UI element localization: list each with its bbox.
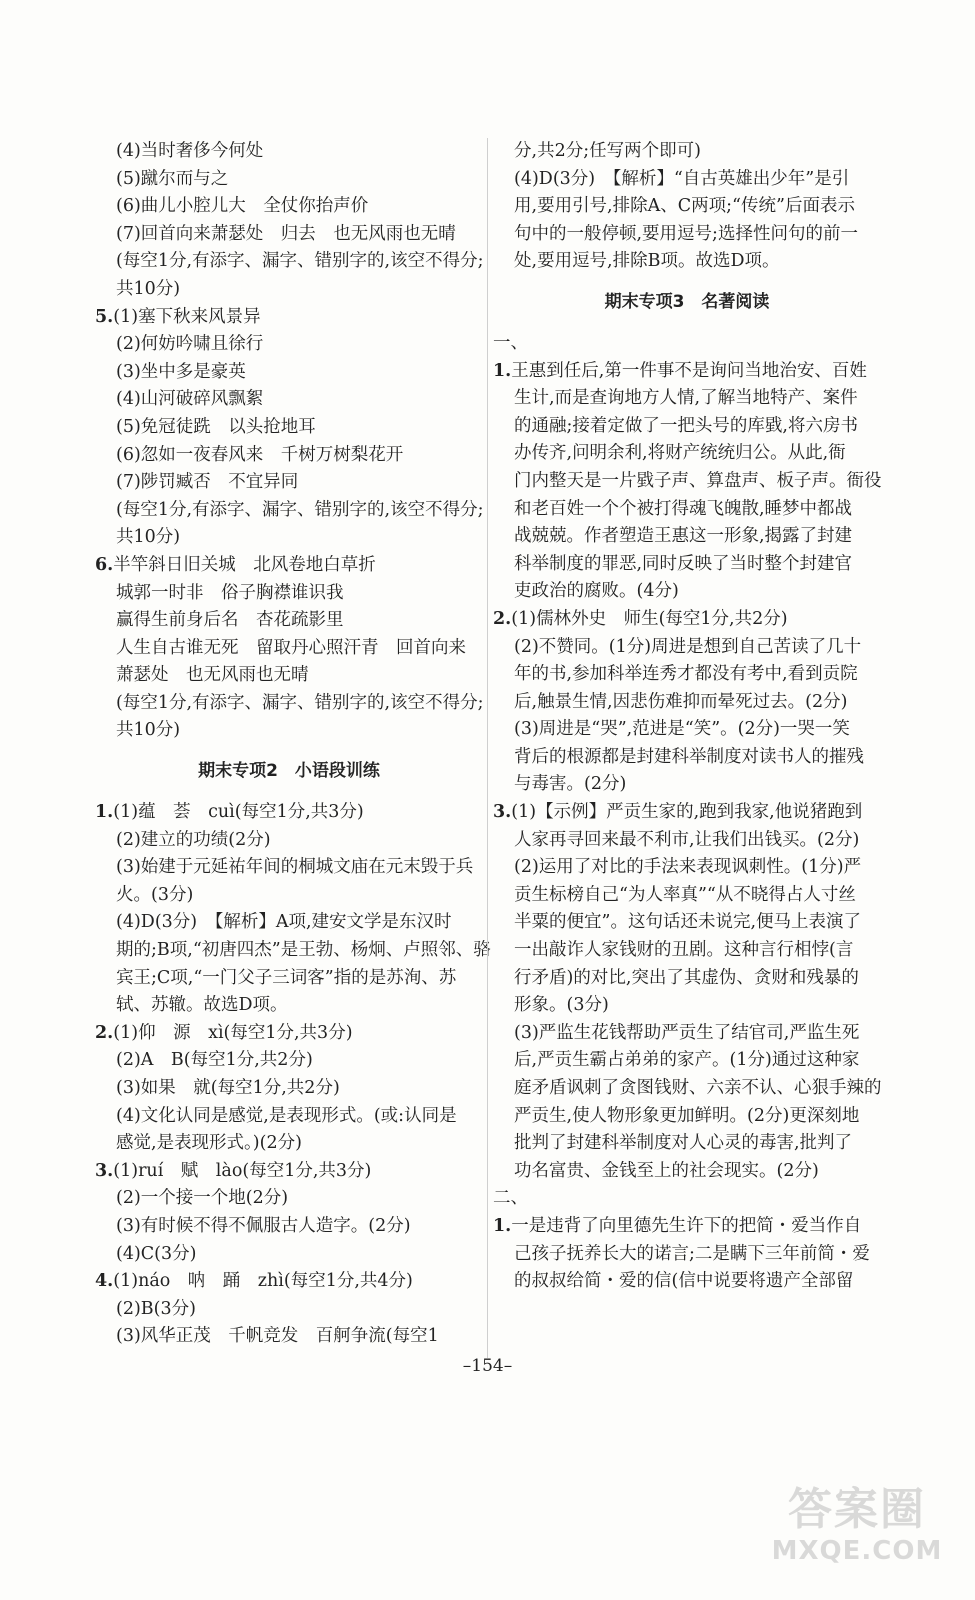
text-line: (1)儒林外史 师生(每空1分,共2分) (511, 608, 788, 629)
text-line: 轼、苏辙。故选D项。 (116, 995, 288, 1016)
section-2-title: 期末专项2 小语段训练 (198, 761, 380, 782)
text-line: (2)运用了对比的手法来表现讽刺性。(1分)严 (514, 857, 862, 878)
text-line: 赢得生前身后名 杏花疏影里 (116, 610, 344, 631)
text-line: (4)D(3分) 【解析】A项,建安文学是东汉时 (116, 912, 452, 933)
text-line: (1)ruí 赋 lào(每空1分,共3分) (113, 1160, 372, 1181)
text-line: (1)náo 呐 踊 zhì(每空1分,共4分) (113, 1271, 413, 1292)
question-number: 3. (493, 802, 512, 823)
text-line: 半竿斜日旧关城 北风卷地白草折 (113, 554, 376, 575)
text-line: (7)陟罚臧否 不宜异同 (116, 472, 299, 493)
part-2-label: 二、 (493, 1188, 528, 1209)
question-number: 6. (95, 554, 114, 575)
text-line: 形象。(3分) (514, 995, 609, 1016)
text-line: 分,共2分;任写两个即可) (514, 141, 701, 161)
text-line: (1)【示例】严贡生家的,跑到我家,他说猪跑到 (511, 802, 863, 823)
text-line: 办传齐,问明余利,将财产统统归公。从此,衙 (514, 443, 846, 464)
text-line: 己孩子抚养长大的诺言;二是瞒下三年前简・爱 (514, 1243, 870, 1264)
text-line: (3)风华正茂 千帆竞发 百舸争流(每空1 (116, 1326, 439, 1347)
left-column (95, 138, 491, 1351)
text-line: 处,要用逗号,排除B项。故选D项。 (514, 251, 780, 272)
text-line: (4)文化认同是感觉,是表现形式。(或:认同是 (116, 1105, 457, 1126)
text-line: (4)D(3分) 【解析】“自古英雄出少年”是引 (514, 168, 850, 189)
text-line: 城郭一时非 俗子胸襟谁识我 (116, 582, 344, 603)
text-line: (2)建立的功绩(2分) (116, 829, 271, 850)
text-line: (2)何妨吟啸且徐行 (116, 334, 264, 355)
text-line: (3)有时候不得不佩服古人造字。(2分) (116, 1215, 411, 1236)
text-line: 用,要用引号,排除A、C两项;“传统”后面表示 (514, 196, 855, 217)
text-line: (每空1分,有添字、漏字、错别字的,该空不得分; (116, 499, 484, 520)
page-number: –154– (462, 1356, 513, 1376)
text-line: (5)免冠徒跣 以头抢地耳 (116, 416, 316, 437)
text-line: 共10分) (116, 527, 181, 548)
text-line: 王惠到任后,第一件事不是询问当地治安、百姓 (511, 360, 867, 381)
text-line: 感觉,是表现形式。)(2分) (116, 1133, 302, 1154)
text-line: (7)回首向来萧瑟处 归去 也无风雨也无晴 (116, 223, 456, 244)
text-line: 战兢兢。作者塑造王惠这一形象,揭露了封建 (514, 526, 853, 547)
text-line: 共10分) (116, 720, 181, 741)
text-line: (3)严监生花钱帮助严贡生了结官司,严监生死 (514, 1022, 860, 1043)
text-line: 的通融;接着定做了一把头号的库戥,将六房书 (514, 415, 858, 436)
part-1-label: 一、 (493, 332, 528, 353)
text-line: 行矛盾)的对比,突出了其虚伪、贪财和残暴的 (514, 967, 859, 988)
s2-question-3 (95, 1158, 483, 1186)
text-line: (2)不赞同。(1分)周进是想到自己苦读了几十 (514, 636, 862, 657)
text-line: 后,严贡生霸占弟弟的家产。(1分)通过这种家 (514, 1050, 860, 1071)
text-line: (3)始建于元延祐年间的桐城文庙在元末毁于兵 (116, 857, 474, 878)
text-line: 与毒害。(2分) (514, 774, 627, 795)
text-line: (2)A B(每空1分,共2分) (116, 1050, 313, 1071)
text-line: 庭矛盾讽刺了贪图钱财、六亲不认、心狠手辣的 (514, 1078, 882, 1098)
question-number: 1. (493, 360, 512, 381)
question-number: 4. (95, 1271, 114, 1292)
watermark-url: MXQE.COM (771, 1536, 943, 1566)
p2-question-1 (493, 1213, 881, 1241)
watermark-logo (767, 1484, 947, 1572)
text-line: 科举制度的罪恶,同时反映了当时整个封建官 (514, 553, 853, 574)
question-number: 2. (95, 1022, 114, 1043)
text-line: 和老百姓一个个被打得魂飞魄散,睡梦中都战 (514, 498, 853, 519)
text-line: (1)仰 源 xì(每空1分,共3分) (113, 1022, 353, 1043)
s2-question-1 (95, 799, 483, 827)
column-divider (487, 138, 488, 1358)
text-line: 批判了封建科举制度对人心灵的毒害,批判了 (514, 1133, 853, 1154)
text-line: 半粟的便宜”。这句话还未说完,便马上表演了 (514, 912, 862, 933)
p1-question-3 (493, 799, 881, 827)
text-line: 人家再寻回来最不利市,让我们出钱买。(2分) (514, 829, 860, 850)
text-line: 火。(3分) (116, 884, 194, 905)
text-line: 的叔叔给简・爱的信(信中说要将遗产全部留 (514, 1271, 854, 1292)
right-column (493, 138, 881, 1296)
section-3-title: 期末专项3 名著阅读 (604, 291, 770, 312)
question-number: 1. (493, 1215, 512, 1236)
text-line: (5)蹴尔而与之 (116, 168, 229, 189)
text-line: (3)坐中多是豪英 (116, 361, 246, 382)
text-line: (3)如果 就(每空1分,共2分) (116, 1078, 340, 1098)
text-line: 背后的根源都是封建科举制度对读书人的摧残 (514, 746, 864, 767)
watermark-text: 答案圈 (788, 1484, 926, 1535)
text-line: (6)忽如一夜春风来 千树万树梨花开 (116, 444, 404, 465)
text-line: (4)山河破碎风飘絮 (116, 389, 264, 410)
question-6 (95, 552, 483, 580)
question-number: 2. (493, 608, 512, 629)
p1-question-2 (493, 606, 881, 634)
text-line: (4)当时奢侈今何处 (116, 141, 264, 161)
s2-question-2 (95, 1020, 483, 1048)
text-line: 门内整天是一片戥子声、算盘声、板子声。衙役 (514, 470, 882, 491)
text-line: 严贡生,使人物形象更加鲜明。(2分)更深刻地 (514, 1105, 860, 1126)
text-line: 生计,而是查询地方人情,了解当地特产、案件 (514, 388, 858, 409)
text-line: (2)B(3分) (116, 1298, 196, 1319)
text-line: 句中的一般停顿,要用逗号;选择性问句的前一 (514, 223, 858, 244)
question-number: 3. (95, 1160, 114, 1181)
text-line: 人生自古谁无死 留取丹心照汗青 回首向来 (116, 637, 466, 658)
text-line: (每空1分,有添字、漏字、错别字的,该空不得分; (116, 251, 484, 272)
text-line: 年的书,参加科举连秀才都没有考中,看到贡院 (514, 664, 858, 685)
p1-question-1 (493, 358, 881, 386)
question-number: 1. (95, 802, 114, 823)
text-line: 共10分) (116, 278, 181, 299)
text-line: (6)曲儿小腔儿大 全仗你抬声价 (116, 196, 369, 217)
s2-question-4 (95, 1268, 483, 1296)
text-line: 宾王;C项,“一门父子三词客”指的是苏洵、苏 (116, 967, 457, 988)
text-line: 一是违背了向里德先生许下的把简・爱当作自 (511, 1215, 862, 1236)
text-line: 功名富贵、金钱至上的社会现实。(2分) (514, 1160, 819, 1181)
text-line: 后,触景生情,因悲伤难抑而晕死过去。(2分) (514, 691, 848, 712)
question-5 (95, 304, 483, 332)
text-line: (4)C(3分) (116, 1243, 197, 1264)
text-line: (1)蕴 荟 cuì(每空1分,共3分) (113, 802, 364, 823)
text-line: (1)塞下秋来风景异 (113, 306, 261, 327)
text-line: (每空1分,有添字、漏字、错别字的,该空不得分; (116, 692, 484, 713)
text-line: 贡生标榜自己“为人率真”“从不晓得占人寸丝 (514, 884, 856, 905)
text-line: 吏政治的腐败。(4分) (514, 581, 679, 602)
text-line: 期的;B项,“初唐四杰”是王勃、杨炯、卢照邻、骆 (116, 940, 491, 961)
text-line: 一出敲诈人家钱财的丑剧。这种言行相悖(言 (514, 940, 854, 961)
question-number: 5. (95, 306, 114, 327)
left-block1 (95, 138, 483, 304)
text-line: (2)一个接一个地(2分) (116, 1188, 289, 1209)
text-line: 萧瑟处 也无风雨也无晴 (116, 665, 309, 686)
text-line: (3)周进是“哭”,范进是“笑”。(2分)一哭一笑 (514, 719, 850, 740)
